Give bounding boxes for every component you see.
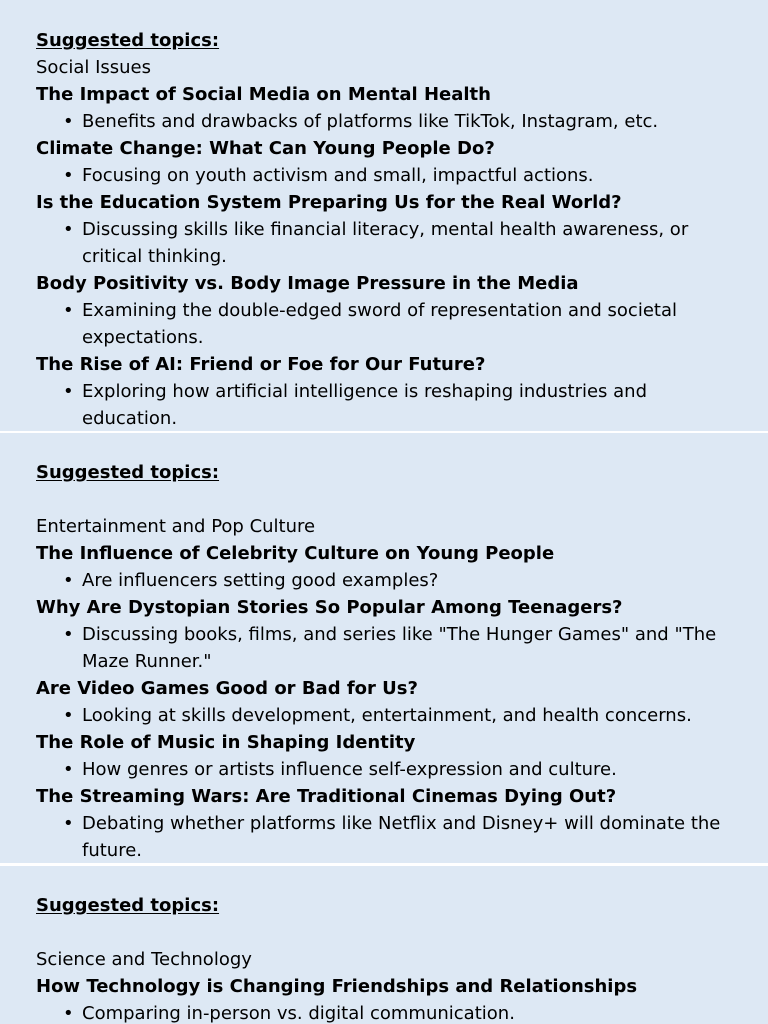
bullet-text-line: Exploring how artificial intelligence is reshaping industries and: [82, 381, 648, 402]
bullet-text: Benefits and drawbacks of platforms like TikTok, Instagram, etc.: [82, 111, 659, 132]
bullet-item: [36, 1000, 748, 1024]
topic-title: How Technology is Changing Friendships and Relationships: [36, 976, 638, 997]
slide-heading: Suggested topics:: [36, 895, 220, 916]
bullet-dot: •: [63, 165, 74, 186]
bullet-dot: •: [63, 813, 74, 834]
bullet-dot: •: [63, 705, 74, 726]
slide-science-technology: [0, 866, 768, 1024]
bullet-text-line: Discussing books, films, and series like "The Hunger Games" and "The: [82, 624, 717, 645]
bullet-item: [36, 378, 748, 431]
bullet-item: [36, 621, 748, 675]
topic-title: Body Positivity vs. Body Image Pressure in the Media: [36, 273, 579, 294]
bullet-text: Comparing in-person vs. digital communication.: [82, 1003, 515, 1024]
blank-line: [36, 486, 748, 513]
bullet-item: [36, 108, 748, 135]
topic-title: Are Video Games Good or Bad for Us?: [36, 678, 418, 699]
topic-title: The Role of Music in Shaping Identity: [36, 732, 416, 753]
bullet-text: How genres or artists influence self-expression and culture.: [82, 759, 617, 780]
topic-title: Is the Education System Preparing Us for the Real World?: [36, 192, 622, 213]
topic-title: Why Are Dystopian Stories So Popular Among Teenagers?: [36, 597, 623, 618]
topic-title: The Rise of AI: Friend or Foe for Our Future?: [36, 354, 486, 375]
slide-entertainment: [0, 433, 768, 863]
bullet-text-line: education.: [82, 408, 178, 429]
topic-title: The Influence of Celebrity Culture on Young People: [36, 543, 555, 564]
bullet-dot: •: [63, 624, 74, 645]
bullet-text-line: Debating whether platforms like Netflix and Disney+ will dominate the: [82, 813, 721, 834]
category-label: Science and Technology: [36, 949, 252, 970]
bullet-text: Focusing on youth activism and small, impactful actions.: [82, 165, 594, 186]
topic-title: The Impact of Social Media on Mental Health: [36, 84, 491, 105]
category-label: Social Issues: [36, 57, 152, 78]
bullet-dot: •: [63, 570, 74, 591]
bullet-dot: •: [63, 300, 74, 321]
bullet-item: [36, 702, 748, 729]
bullet-text-line: critical thinking.: [82, 246, 227, 267]
bullet-dot: •: [63, 111, 74, 132]
bullet-dot: •: [63, 381, 74, 402]
slide-social-issues: [0, 0, 768, 431]
bullet-text: Looking at skills development, entertainment, and health concerns.: [82, 705, 692, 726]
bullet-dot: •: [63, 219, 74, 240]
bullet-dot: •: [63, 759, 74, 780]
slide-heading: Suggested topics:: [36, 462, 220, 483]
topic-title: The Streaming Wars: Are Traditional Cinemas Dying Out?: [36, 786, 617, 807]
bullet-item: [36, 756, 748, 783]
bullet-text: Are influencers setting good examples?: [82, 570, 439, 591]
bullet-text-line: expectations.: [82, 327, 204, 348]
bullet-text-line: Maze Runner.": [82, 651, 212, 672]
bullet-item: [36, 162, 748, 189]
category-label: Entertainment and Pop Culture: [36, 516, 316, 537]
bullet-dot: •: [63, 1003, 74, 1024]
bullet-text-line: Discussing skills like financial literacy, mental health awareness, or: [82, 219, 689, 240]
bullet-text-line: Examining the double-edged sword of representation and societal: [82, 300, 677, 321]
bullet-item: [36, 216, 748, 270]
bullet-text-line: future.: [82, 840, 143, 861]
slide-heading: Suggested topics:: [36, 30, 220, 51]
bullet-item: [36, 810, 748, 863]
bullet-item: [36, 567, 748, 594]
topic-title: Climate Change: What Can Young People Do?: [36, 138, 495, 159]
blank-line: [36, 919, 748, 946]
bullet-item: [36, 297, 748, 351]
